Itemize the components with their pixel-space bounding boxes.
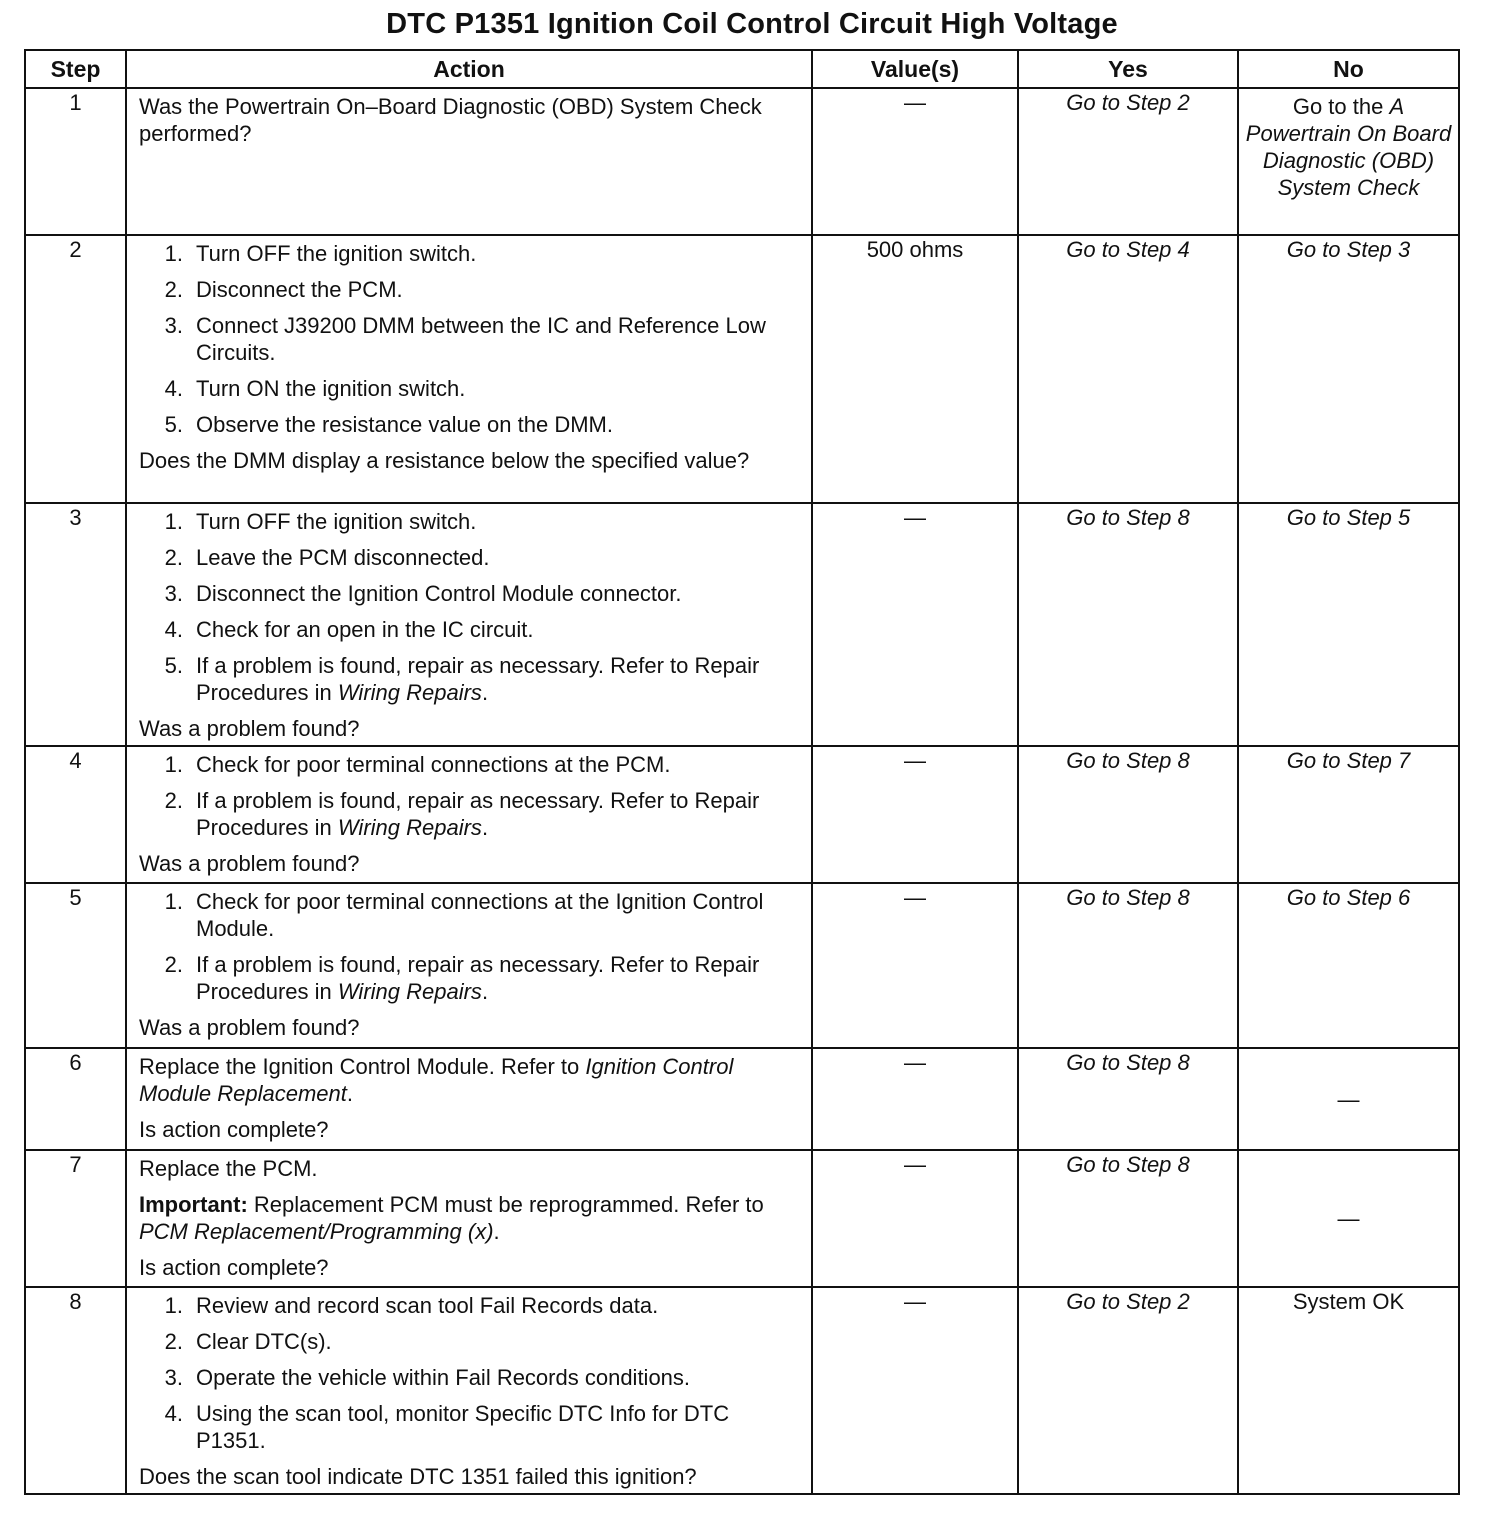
header-step: Step <box>25 50 126 88</box>
table-row <box>25 88 1459 235</box>
value-cell: — <box>812 1048 1018 1150</box>
action-cell <box>126 883 812 1048</box>
reference-link: Ignition Control Module Replacement <box>139 1054 734 1106</box>
no-prefix: Go to the <box>1292 94 1390 119</box>
action-question: Was a problem found? <box>139 1015 360 1040</box>
yes-cell: Go to Step 8 <box>1018 1048 1238 1150</box>
table-row <box>25 1150 1459 1287</box>
action-question: Was a problem found? <box>139 716 360 741</box>
list-item: 1. Turn OFF the ignition switch. <box>164 241 477 266</box>
header-yes: Yes <box>1018 50 1238 88</box>
action-cell <box>126 88 812 235</box>
action-question: Was the Powertrain On–Board Diagnostic (OBD) System Check performed? <box>139 94 762 146</box>
no-cell: — <box>1238 1150 1459 1287</box>
list-item: 2. If a problem is found, repair as necessary. Refer to Repair Procedures in Wiring Repairs. <box>164 952 760 1004</box>
value-cell: — <box>812 503 1018 746</box>
value-cell: — <box>812 1150 1018 1287</box>
no-cell: Go to Step 3 <box>1238 235 1459 503</box>
action-question: Was a problem found? <box>139 851 360 876</box>
no-cell: System OK <box>1238 1287 1459 1494</box>
value-cell: 500 ohms <box>812 235 1018 503</box>
list-item: 5. Observe the resistance value on the DMM. <box>164 412 613 437</box>
page-title: DTC P1351 Ignition Coil Control Circuit High Voltage <box>386 8 1118 40</box>
important-label: Important: <box>139 1192 248 1217</box>
table-row <box>25 503 1459 746</box>
important-note: Important: Replacement PCM must be reprogrammed. Refer to PCM Replacement/Programming (x). <box>139 1192 764 1244</box>
list-item: 2. Leave the PCM disconnected. <box>164 545 490 570</box>
no-reference: A Powertrain On Board Diagnostic (OBD) System Check <box>1245 94 1452 200</box>
no-cell: Go to Step 6 <box>1238 883 1459 1048</box>
table-row <box>25 1048 1459 1150</box>
action-question: Is action complete? <box>139 1255 329 1280</box>
reference-link: Wiring Repairs <box>337 815 482 840</box>
action-question: Does the DMM display a resistance below the specified value? <box>139 448 750 473</box>
step-number: 3 <box>25 503 126 746</box>
action-cell <box>126 503 812 746</box>
no-cell: Go to Step 5 <box>1238 503 1459 746</box>
action-question: Does the scan tool indicate DTC 1351 failed this ignition? <box>139 1464 697 1489</box>
action-list <box>139 508 801 706</box>
list-item: 2. Disconnect the PCM. <box>164 277 403 302</box>
action-text: Replace the PCM. <box>139 1156 318 1181</box>
header-no: No <box>1238 50 1459 88</box>
step-number: 6 <box>25 1048 126 1150</box>
value-cell: — <box>812 88 1018 235</box>
action-list <box>139 751 801 841</box>
header-action: Action <box>126 50 812 88</box>
yes-cell: Go to Step 8 <box>1018 503 1238 746</box>
yes-cell: Go to Step 2 <box>1018 88 1238 235</box>
action-list <box>139 888 801 1005</box>
action-list <box>139 240 801 438</box>
step-number: 4 <box>25 746 126 883</box>
reference-link: Wiring Repairs <box>337 680 482 705</box>
table-row <box>25 235 1459 503</box>
list-item: 5. If a problem is found, repair as necessary. Refer to Repair Procedures in Wiring Repairs. <box>164 653 760 705</box>
action-cell <box>126 235 812 503</box>
step-number: 5 <box>25 883 126 1048</box>
table-row <box>25 746 1459 883</box>
list-item: 1. Review and record scan tool Fail Records data. <box>164 1293 659 1318</box>
reference-link: Wiring Repairs <box>337 979 482 1004</box>
list-item: 4. Using the scan tool, monitor Specific DTC Info for DTC P1351. <box>164 1401 730 1453</box>
action-cell <box>126 1150 812 1287</box>
yes-cell: Go to Step 2 <box>1018 1287 1238 1494</box>
no-cell: Go to Step 7 <box>1238 746 1459 883</box>
list-item: 4. Turn ON the ignition switch. <box>164 376 466 401</box>
action-list <box>139 1292 801 1454</box>
diagnostic-table <box>24 49 1460 1495</box>
reference-link: PCM Replacement/Programming (x) <box>139 1219 494 1244</box>
list-item: 1. Turn OFF the ignition switch. <box>164 509 477 534</box>
action-text: Replace the Ignition Control Module. Refer to Ignition Control Module Replacement. <box>139 1054 734 1106</box>
list-item: 2. If a problem is found, repair as necessary. Refer to Repair Procedures in Wiring Repairs. <box>164 788 760 840</box>
header-values: Value(s) <box>812 50 1018 88</box>
step-number: 8 <box>25 1287 126 1494</box>
list-item: 3. Connect J39200 DMM between the IC and Reference Low Circuits. <box>164 313 766 365</box>
value-cell: — <box>812 746 1018 883</box>
list-item: 3. Disconnect the Ignition Control Module connector. <box>164 581 682 606</box>
no-cell <box>1238 88 1459 235</box>
action-cell <box>126 746 812 883</box>
action-question: Is action complete? <box>139 1117 329 1142</box>
table-row <box>25 883 1459 1048</box>
value-cell: — <box>812 1287 1018 1494</box>
list-item: 1. Check for poor terminal connections at the PCM. <box>164 752 671 777</box>
yes-cell: Go to Step 8 <box>1018 883 1238 1048</box>
step-number: 1 <box>25 88 126 235</box>
list-item: 1. Check for poor terminal connections at the Ignition Control Module. <box>164 889 764 941</box>
action-cell <box>126 1287 812 1494</box>
list-item: 2. Clear DTC(s). <box>164 1329 332 1354</box>
no-cell: — <box>1238 1048 1459 1150</box>
list-item: 4. Check for an open in the IC circuit. <box>164 617 534 642</box>
value-cell: — <box>812 883 1018 1048</box>
table-header-row <box>25 50 1459 88</box>
yes-cell: Go to Step 4 <box>1018 235 1238 503</box>
step-number: 2 <box>25 235 126 503</box>
yes-cell: Go to Step 8 <box>1018 1150 1238 1287</box>
step-number: 7 <box>25 1150 126 1287</box>
table-row <box>25 1287 1459 1494</box>
yes-cell: Go to Step 8 <box>1018 746 1238 883</box>
list-item: 3. Operate the vehicle within Fail Records conditions. <box>164 1365 691 1390</box>
action-cell <box>126 1048 812 1150</box>
